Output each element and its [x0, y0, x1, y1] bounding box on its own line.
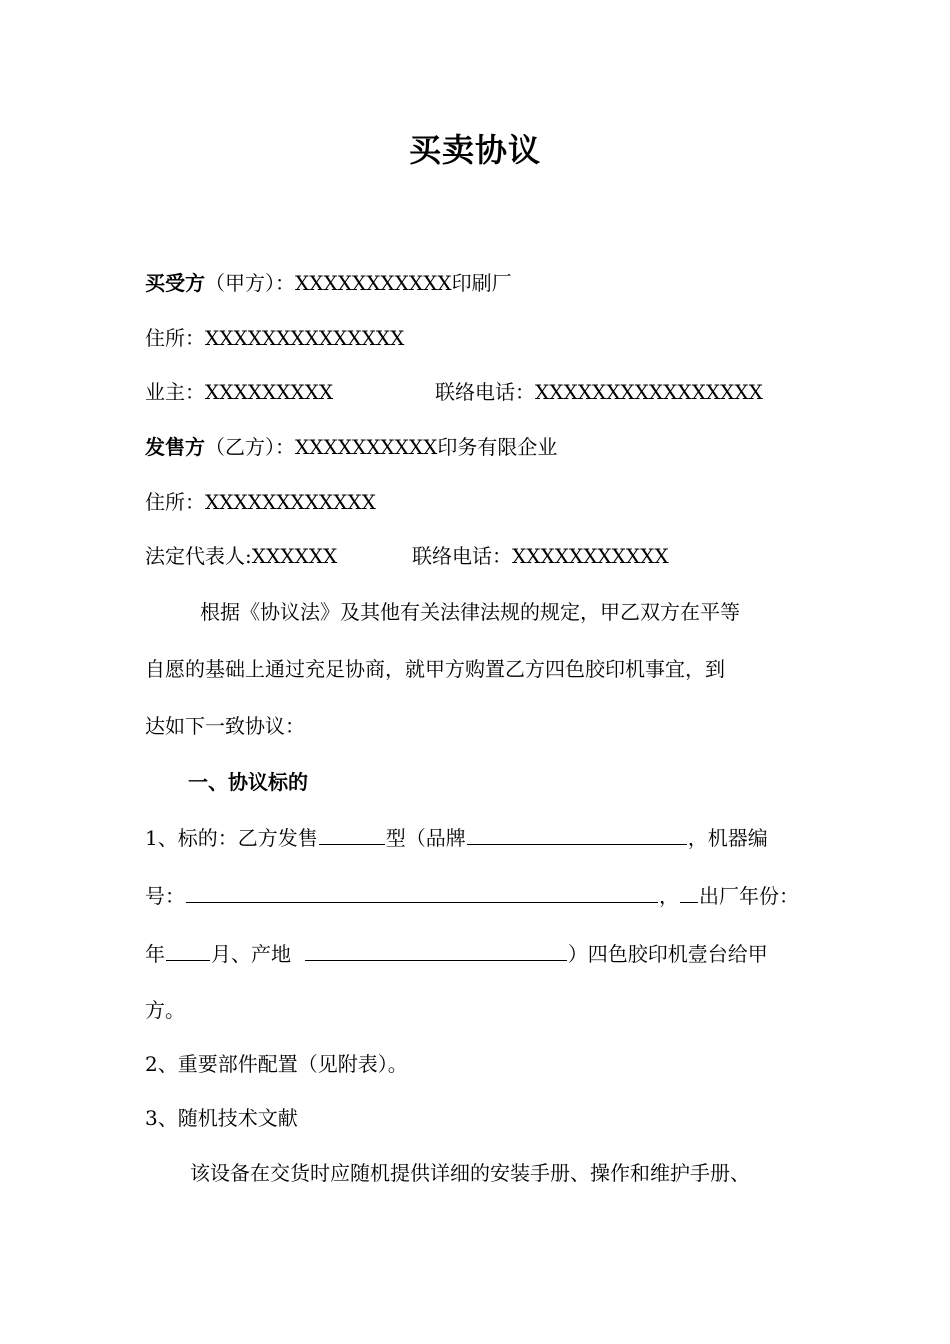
item1-line-3 [145, 938, 768, 969]
buyer-address-line [145, 323, 404, 353]
brand-blank[interactable] [467, 822, 687, 845]
buyer-owner-label: 业主： [145, 380, 205, 404]
item1-subject-label: 1、标的：乙方发售 [145, 826, 318, 850]
item1-line-2 [145, 880, 799, 911]
origin-blank[interactable] [305, 938, 567, 961]
buyer-address-label: 住所： [145, 326, 205, 350]
item1-press-desc: ）四色胶印机壹台给甲 [567, 942, 768, 966]
item1-origin-label: 月、产地 [211, 942, 291, 966]
model-blank[interactable] [319, 822, 385, 845]
section1-heading: 一、协议标的 [188, 770, 308, 794]
item1-year-label: 出厂年份： [699, 884, 799, 908]
item3-line: 3、随机技术文献 [145, 1106, 298, 1130]
document-title: 买卖协议 [408, 131, 541, 169]
intro-line-2: 自愿的基础上通过充足协商，就甲方购置乙方四色胶印机事宜，到 [145, 657, 725, 681]
month-blank[interactable] [166, 938, 210, 961]
item1-line-1 [145, 822, 768, 853]
buyer-name: XXXXXXXXXXX印刷厂 [295, 271, 512, 295]
item2-line: 2、重要部件配置（见附表）。 [145, 1052, 408, 1076]
seller-phone-label: 联络电话： [412, 544, 512, 568]
intro-line-1: 根据《协议法》及其他有关法律法规的规定，甲乙双方在平等 [200, 600, 740, 624]
comma-blank[interactable] [680, 880, 698, 903]
seller-phone [412, 541, 669, 571]
item3-text: 该设备在交货时应随机提供详细的安装手册、操作和维护手册、 [190, 1161, 750, 1185]
item1-year-unit: 年 [145, 942, 165, 966]
seller-label: 发售方 [145, 435, 205, 459]
item1-brand-label: 型（品牌 [385, 826, 466, 850]
buyer-phone-value: XXXXXXXXXXXXXXXX [535, 380, 763, 404]
serial-blank[interactable] [186, 880, 658, 903]
item1-serial-label: ，机器编 [687, 826, 768, 850]
item1-line-4: 方。 [145, 998, 185, 1022]
intro-line-3: 达如下一致协议： [145, 714, 305, 738]
seller-address-line [145, 487, 376, 517]
seller-role: （乙方）： [205, 435, 295, 459]
seller-rep-label: 法定代表人: [145, 544, 252, 568]
item1-comma: ， [659, 884, 679, 908]
buyer-address: XXXXXXXXXXXXXX [205, 326, 405, 350]
seller-address-label: 住所： [145, 490, 205, 514]
seller-name: XXXXXXXXXX印务有限企业 [295, 435, 558, 459]
seller-rep-line [145, 541, 845, 571]
buyer-owner: XXXXXXXXX [205, 380, 334, 404]
seller-phone-value: XXXXXXXXXXX [512, 544, 669, 568]
item1-number-label: 号： [145, 884, 185, 908]
seller-line [145, 432, 557, 462]
buyer-phone-label: 联络电话： [435, 380, 535, 404]
buyer-line [145, 268, 512, 298]
buyer-phone [435, 377, 763, 407]
buyer-owner-line [145, 377, 845, 407]
seller-rep: XXXXXX [251, 544, 338, 568]
buyer-role: （甲方）： [205, 271, 295, 295]
seller-address: XXXXXXXXXXXX [205, 490, 376, 514]
buyer-label: 买受方 [145, 271, 205, 295]
